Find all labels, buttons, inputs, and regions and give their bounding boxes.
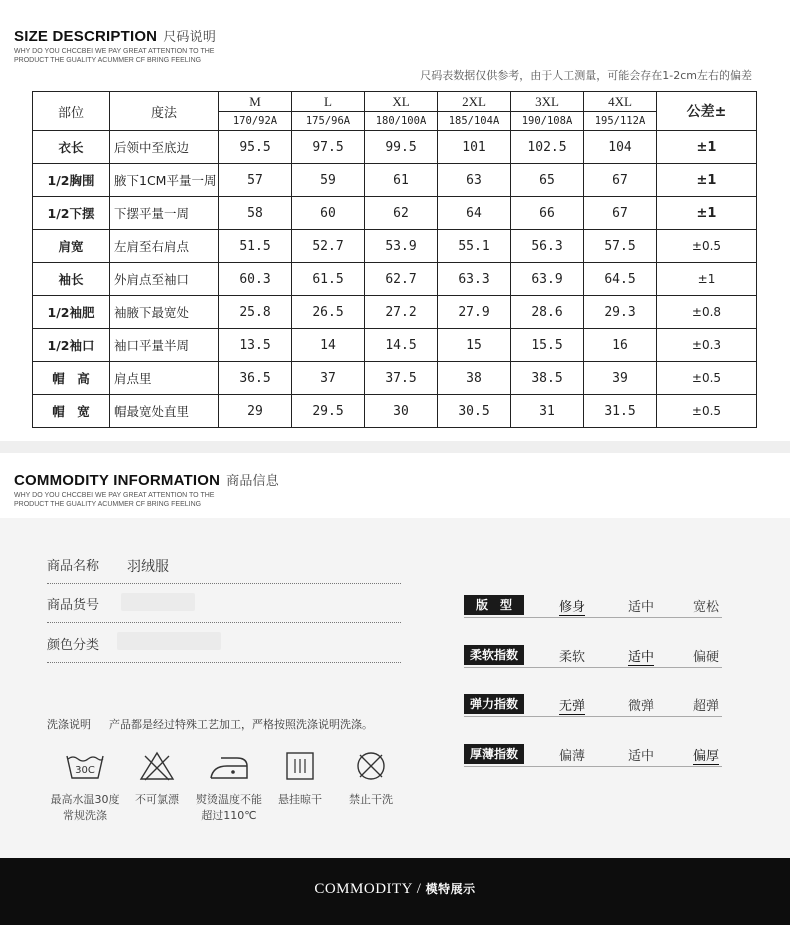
size-row-tolerance: ±1 bbox=[657, 131, 757, 164]
size-cell: 53.9 bbox=[365, 230, 438, 263]
size-row-method: 外肩点至袖口 bbox=[110, 263, 219, 296]
size-row-method: 左肩至右肩点 bbox=[110, 230, 219, 263]
size-row-part: 1/2袖肥 bbox=[33, 296, 110, 329]
wash-caption: 禁止干洗 bbox=[349, 793, 393, 806]
index-option-selected: 适中 bbox=[628, 646, 654, 666]
size-cell: 63.9 bbox=[511, 263, 584, 296]
wash-caption: 最高水温30度 常规洗涤 bbox=[50, 793, 120, 822]
size-cell: 36.5 bbox=[219, 362, 292, 395]
size-row-method: 袖腋下最宽处 bbox=[110, 296, 219, 329]
size-cell: 30.5 bbox=[438, 395, 511, 428]
size-cell: 37 bbox=[292, 362, 365, 395]
size-row-tolerance: ±1 bbox=[657, 197, 757, 230]
index-option: 适中 bbox=[628, 749, 655, 764]
size-row bbox=[33, 164, 757, 197]
size-cell: 39 bbox=[584, 362, 657, 395]
size-cell: 63.3 bbox=[438, 263, 511, 296]
size-cell: 67 bbox=[584, 197, 657, 230]
info-name-value: 羽绒服 bbox=[127, 559, 169, 575]
iron-icon bbox=[207, 750, 251, 782]
size-cell: 14 bbox=[292, 329, 365, 362]
size-cell: 99.5 bbox=[365, 131, 438, 164]
size-row-part: 帽 宽 bbox=[33, 395, 110, 428]
size-cell: 104 bbox=[584, 131, 657, 164]
size-row bbox=[33, 296, 757, 329]
size-row bbox=[33, 197, 757, 230]
size-row bbox=[33, 329, 757, 362]
commodity-section-subtitle: WHY DO YOU CHCCBEI WE PAY GREAT ATTENTION TO THE PRODUCT THE GUALITY ACUMMER CF BRING FEELING bbox=[14, 492, 215, 508]
header-part: 部位 bbox=[33, 92, 110, 131]
wash-caption: 悬挂晾干 bbox=[278, 793, 322, 806]
size-cell: 67 bbox=[584, 164, 657, 197]
size-cell: 31 bbox=[511, 395, 584, 428]
size-table bbox=[32, 91, 757, 428]
wash-label: 洗涤说明 bbox=[47, 718, 91, 731]
index-option: 柔软 bbox=[559, 650, 586, 665]
size-row-tolerance: ±1 bbox=[657, 263, 757, 296]
header-size-code: 195/112A bbox=[584, 112, 657, 131]
size-cell: 52.7 bbox=[292, 230, 365, 263]
header-size: 4XL bbox=[584, 92, 657, 112]
header-size: L bbox=[292, 92, 365, 112]
size-row-tolerance: ±0.5 bbox=[657, 395, 757, 428]
size-row-method: 下摆平量一周 bbox=[110, 197, 219, 230]
size-cell: 25.8 bbox=[219, 296, 292, 329]
size-cell: 63 bbox=[438, 164, 511, 197]
size-cell: 95.5 bbox=[219, 131, 292, 164]
size-cell: 29.5 bbox=[292, 395, 365, 428]
no-bleach-icon bbox=[137, 750, 177, 782]
size-row-tolerance: ±0.5 bbox=[657, 230, 757, 263]
hang-dry-icon bbox=[280, 750, 320, 782]
size-cell: 30 bbox=[365, 395, 438, 428]
index-option-selected: 无弹 bbox=[559, 695, 585, 715]
size-section-title: SIZE DESCRIPTION 尺码说明 bbox=[14, 28, 217, 45]
size-cell: 37.5 bbox=[365, 362, 438, 395]
size-row bbox=[33, 131, 757, 164]
size-row-tolerance: ±0.5 bbox=[657, 362, 757, 395]
wash-item-no-dry-clean bbox=[326, 750, 416, 808]
size-cell: 13.5 bbox=[219, 329, 292, 362]
size-row-method: 后领中至底边 bbox=[110, 131, 219, 164]
index-tag: 弹力指数 bbox=[464, 694, 524, 714]
size-row-part: 帽 高 bbox=[33, 362, 110, 395]
size-row-tolerance: ±0.3 bbox=[657, 329, 757, 362]
size-cell: 27.2 bbox=[365, 296, 438, 329]
size-cell: 16 bbox=[584, 329, 657, 362]
index-option-selected: 偏厚 bbox=[693, 745, 719, 765]
index-option: 微弹 bbox=[628, 699, 655, 714]
index-option: 宽松 bbox=[693, 600, 720, 615]
size-row bbox=[33, 230, 757, 263]
footer-text-cn: 模特展示 bbox=[425, 882, 476, 896]
size-cell: 27.9 bbox=[438, 296, 511, 329]
commodity-section-header bbox=[14, 470, 279, 509]
index-option: 适中 bbox=[628, 600, 655, 615]
size-cell: 61 bbox=[365, 164, 438, 197]
commodity-section-title-cn: 商品信息 bbox=[226, 474, 279, 489]
size-cell: 59 bbox=[292, 164, 365, 197]
size-row-method: 袖口平量半周 bbox=[110, 329, 219, 362]
index-row bbox=[464, 645, 722, 668]
info-row-sku bbox=[47, 593, 401, 623]
header-method: 度法 bbox=[110, 92, 219, 131]
section-divider-band bbox=[0, 441, 790, 453]
index-tag: 厚薄指数 bbox=[464, 744, 524, 764]
size-cell: 64 bbox=[438, 197, 511, 230]
measurement-note: 尺码表数据仅供参考，由于人工测量，可能会存在1-2cm左右的偏差 bbox=[420, 69, 752, 82]
header-size: 2XL bbox=[438, 92, 511, 112]
size-cell: 31.5 bbox=[584, 395, 657, 428]
index-option-selected: 修身 bbox=[559, 596, 585, 616]
size-row bbox=[33, 362, 757, 395]
info-sku-value-blurred bbox=[121, 593, 195, 611]
size-cell: 14.5 bbox=[365, 329, 438, 362]
no-dry-clean-icon bbox=[351, 750, 391, 782]
size-row bbox=[33, 263, 757, 296]
size-cell: 97.5 bbox=[292, 131, 365, 164]
info-color-label: 颜色分类 bbox=[47, 638, 100, 653]
size-cell: 60 bbox=[292, 197, 365, 230]
commodity-section-title: COMMODITY INFORMATION 商品信息 bbox=[14, 472, 279, 489]
size-cell: 29.3 bbox=[584, 296, 657, 329]
size-cell: 38.5 bbox=[511, 362, 584, 395]
info-sku-label: 商品货号 bbox=[47, 598, 100, 613]
header-size-code: 190/108A bbox=[511, 112, 584, 131]
header-size-code: 175/96A bbox=[292, 112, 365, 131]
size-cell: 101 bbox=[438, 131, 511, 164]
size-cell: 15.5 bbox=[511, 329, 584, 362]
size-row-part: 1/2胸围 bbox=[33, 164, 110, 197]
size-row-part: 袖长 bbox=[33, 263, 110, 296]
wash-temp-text: 30C bbox=[75, 765, 95, 776]
size-section-header bbox=[14, 26, 216, 65]
size-row-part: 肩宽 bbox=[33, 230, 110, 263]
header-size-code: 180/100A bbox=[365, 112, 438, 131]
index-option: 偏薄 bbox=[559, 749, 586, 764]
index-option: 超弹 bbox=[693, 699, 720, 714]
size-cell: 65 bbox=[511, 164, 584, 197]
size-row-tolerance: ±0.8 bbox=[657, 296, 757, 329]
size-section-title-cn: 尺码说明 bbox=[163, 30, 217, 45]
size-cell: 51.5 bbox=[219, 230, 292, 263]
footer-text bbox=[0, 880, 790, 898]
size-cell: 38 bbox=[438, 362, 511, 395]
info-name-label: 商品名称 bbox=[47, 559, 100, 574]
wash-caption: 不可氯漂 bbox=[135, 793, 179, 806]
size-cell: 58 bbox=[219, 197, 292, 230]
index-option: 偏硬 bbox=[693, 650, 720, 665]
size-row-part: 1/2下摆 bbox=[33, 197, 110, 230]
size-cell: 55.1 bbox=[438, 230, 511, 263]
size-row-method: 肩点里 bbox=[110, 362, 219, 395]
size-cell: 15 bbox=[438, 329, 511, 362]
size-row-method: 帽最宽处直里 bbox=[110, 395, 219, 428]
wash-caption: 熨烫温度不能 超过110℃ bbox=[196, 793, 262, 822]
index-tag: 版 型 bbox=[464, 595, 524, 615]
size-cell: 66 bbox=[511, 197, 584, 230]
wash-30c-icon bbox=[65, 750, 105, 782]
index-row bbox=[464, 694, 722, 717]
index-tag: 柔软指数 bbox=[464, 645, 524, 665]
header-size: M bbox=[219, 92, 292, 112]
index-row bbox=[464, 595, 722, 618]
size-cell: 62 bbox=[365, 197, 438, 230]
size-cell: 62.7 bbox=[365, 263, 438, 296]
info-color-value-blurred bbox=[117, 632, 221, 650]
size-section-subtitle: WHY DO YOU CHCCBEI WE PAY GREAT ATTENTION TO THE PRODUCT THE GUALITY ACUMMER CF BRING FEELING bbox=[14, 48, 215, 64]
header-size-code: 170/92A bbox=[219, 112, 292, 131]
info-row-name bbox=[47, 553, 401, 584]
size-cell: 57.5 bbox=[584, 230, 657, 263]
size-cell: 102.5 bbox=[511, 131, 584, 164]
size-row-tolerance: ±1 bbox=[657, 164, 757, 197]
size-cell: 64.5 bbox=[584, 263, 657, 296]
size-row-part: 1/2袖口 bbox=[33, 329, 110, 362]
size-row bbox=[33, 395, 757, 428]
header-size-code: 185/104A bbox=[438, 112, 511, 131]
size-cell: 29 bbox=[219, 395, 292, 428]
wash-text: 产品都是经过特殊工艺加工，严格按照洗涤说明洗涤。 bbox=[109, 718, 373, 731]
header-tolerance: 公差± bbox=[657, 92, 757, 131]
size-cell: 56.3 bbox=[511, 230, 584, 263]
size-cell: 60.3 bbox=[219, 263, 292, 296]
size-cell: 57 bbox=[219, 164, 292, 197]
index-row bbox=[464, 744, 722, 767]
info-row-color bbox=[47, 632, 401, 663]
footer-text-en: COMMODITY / bbox=[314, 881, 426, 897]
header-size: 3XL bbox=[511, 92, 584, 112]
wash-instructions bbox=[47, 716, 373, 732]
size-row-method: 腋下1CM平量一周 bbox=[110, 164, 219, 197]
footer-bar bbox=[0, 858, 790, 925]
size-cell: 26.5 bbox=[292, 296, 365, 329]
header-size: XL bbox=[365, 92, 438, 112]
size-cell: 28.6 bbox=[511, 296, 584, 329]
size-row-part: 衣长 bbox=[33, 131, 110, 164]
size-cell: 61.5 bbox=[292, 263, 365, 296]
